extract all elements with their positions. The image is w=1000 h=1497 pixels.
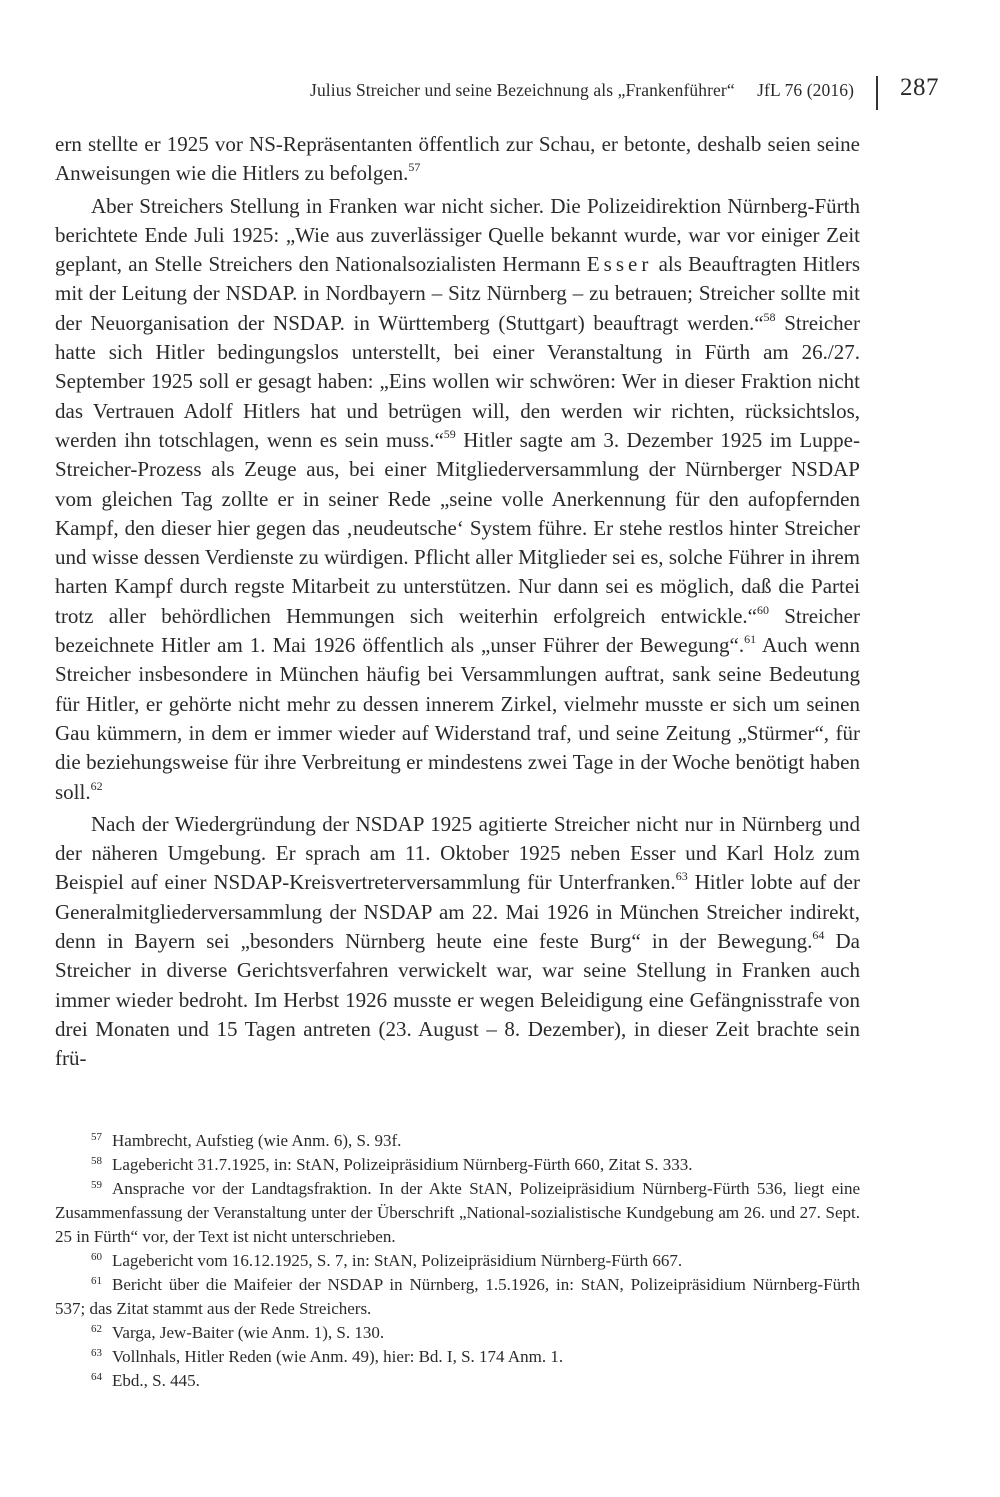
footnote-text: Lagebericht vom 16.12.1925, S. 7, in: StAN, Polizeipräsidium Nürnberg-Fürth 667. [112, 1251, 683, 1270]
footnote [55, 1177, 860, 1249]
footnote-text: Vollnhals, Hitler Reden (wie Anm. 49), hier: Bd. I, S. 174 Anm. 1. [112, 1347, 564, 1366]
paragraph-2-text-f: Auch wenn Streicher insbesondere in München häufig bei Versammlungen auftrat, sank seine Bedeutung für Hitler, er gehörte nicht mehr zu dessen innerem Zirkel, vielmehr musste er sich um seinen Gau kümmern, in dem er immer wieder auf Widerstand traf, und seine Zeitung „Stürmer“, für die beziehungsweise für ihre Verbreitung er mindestens zwei Tage in der Woche benötigt haben soll. [55, 633, 860, 804]
footnote [55, 1369, 860, 1393]
footnote-ref-62[interactable]: 62 [90, 778, 103, 793]
paragraph-2-text-a: Aber Streichers Stellung in Franken war nicht sicher. Die Polizeidirektion Nürnberg-Fürth berichtete Ende Juli 1925: „Wie aus zuverlässiger Quelle bekannt wurde, war vor einiger Zeit geplant, an Stelle Streichers den Nationalsozialisten Hermann [55, 193, 860, 277]
paragraph-2-text-b: als Beauftragten Hitlers mit der Leitung der NSDAP. in Nordbayern – Sitz Nürnberg – zu betrauen; Streicher sollte mit der Neuorganisation der NSDAP. in Württemberg (Stuttgart) beauftragt werden.“ [55, 252, 860, 335]
paragraph-2-text-c: Streicher hatte sich Hitler bedingungslos unterstellt, bei einer Veranstaltung in Fürth am 26./27. September 1925 soll er gesagt haben: „Eins wollen wir schwören: Wer in dieser Fraktion nicht das Vertrauen Adolf Hitlers hat und betrügen will, den werden wir richten, rücksichtslos, werden ihn totschlagen, wenn es sein muss.“ [55, 310, 860, 452]
footnote-number: 62 [91, 1323, 102, 1335]
paragraph-3 [55, 810, 860, 1074]
footnote-ref-60[interactable]: 60 [756, 602, 769, 617]
running-title-text: Julius Streicher und seine Bezeichnung als „Frankenführer“ [310, 80, 735, 100]
footnote-text: Hambrecht, Aufstieg (wie Anm. 6), S. 93f. [112, 1131, 402, 1150]
paragraph-3-text-b: Hitler lobte auf der Generalmitgliederversammlung der NSDAP am 22. Mai 1926 in München Streicher indirekt, denn in Bayern sei „besonders Nürnberg heute eine feste Burg“ in der Bewegung. [55, 870, 860, 954]
footnote-number: 61 [91, 1275, 102, 1287]
paragraph-3-text-a: Nach der Wiedergründung der NSDAP 1925 agitierte Streicher nicht nur in Nürnberg und der näheren Umgebung. Er sprach am 11. Oktober 1925 neben Esser und Karl Holz zum Beispiel auf einer NSDAP-Kreisvertreterversammlung für Unterfranken. [55, 811, 860, 895]
footnote-text: Ansprache vor der Landtagsfraktion. In der Akte StAN, Polizeipräsidium Nürnberg-Fürth 536, liegt eine Zusammenfassung der Veranstaltung unter der Überschrift „National-sozialistische Kundgebung am 26. und 27. Sept. 25 in Fürth“ vor, der Text ist nicht unterschrieben. [55, 1179, 860, 1246]
paragraph-1 [55, 130, 860, 189]
running-header [0, 74, 1000, 114]
footnote [55, 1129, 860, 1153]
footnote-ref-63[interactable]: 63 [675, 869, 688, 884]
page-number: 287 [900, 74, 939, 101]
footnote-text: Varga, Jew-Baiter (wie Anm. 1), S. 130. [112, 1323, 385, 1342]
header-divider [876, 76, 878, 110]
footnote [55, 1249, 860, 1273]
footnote-ref-64[interactable]: 64 [812, 928, 825, 943]
footnote-number: 63 [91, 1347, 102, 1359]
main-text [55, 130, 860, 1074]
paragraph-2 [55, 192, 860, 807]
paragraph-3-text-c: Da Streicher in diverse Gerichtsverfahren verwickelt war, war seine Stellung in Franken auch immer wieder bedroht. Im Herbst 1926 musste er wegen Beleidigung eine Gefängnisstrafe von drei Monaten und 15 Tagen antreten (23. August – 8. Dezember), in dieser Zeit brachte sein frü- [55, 929, 860, 1071]
footnote-text: Bericht über die Maifeier der NSDAP in Nürnberg, 1.5.1926, in: StAN, Polizeipräsidium Nürnberg-Fürth 537; das Zitat stammt aus der Rede Streichers. [55, 1275, 860, 1318]
footnote-ref-61[interactable]: 61 [744, 632, 757, 647]
footnote [55, 1153, 860, 1177]
footnote-ref-57[interactable]: 57 [408, 160, 421, 175]
paragraph-2-text-d: Hitler sagte am 3. Dezember 1925 im Luppe-Streicher-Prozess als Zeuge aus, bei einer Mitgliederversammlung der Nürnberger NSDAP vom gleichen Tag zollte er in seiner Rede „seine volle Anerkennung für den aufopfernden Kampf, den dieser hier gegen das ‚neudeutsche‘ System führe. Er stehe restlos hinter Streicher und wisse dessen Verdienste zu würdigen. Pflicht aller Mitglieder sei es, solche Führer in ihrem harten Kampf durch regste Mitarbeit zu unterstützen. Nur dann sei es möglich, daß die Partei trotz aller behördlichen Hemmungen sich weiterhin erfolgreich entwickle.“ [55, 427, 860, 628]
footnote-text: Lagebericht 31.7.1925, in: StAN, Polizeipräsidium Nürnberg-Fürth 660, Zitat S. 333. [112, 1155, 693, 1174]
footnote-number: 57 [91, 1131, 102, 1143]
footnote [55, 1321, 860, 1345]
paragraph-1-text: ern stellte er 1925 vor NS-Repräsentanten öffentlich zur Schau, er betonte, deshalb seien seine Anweisungen wie die Hitlers zu befolgen. [55, 132, 860, 186]
footnote-number: 60 [91, 1251, 102, 1263]
journal-citation: JfL 76 (2016) [757, 80, 854, 100]
footnote-text: Ebd., S. 445. [112, 1371, 200, 1390]
spaced-name-esser: Esser [586, 252, 653, 277]
running-title [310, 80, 854, 101]
footnote-ref-59[interactable]: 59 [443, 426, 456, 441]
footnote [55, 1273, 860, 1321]
footnotes [55, 1129, 860, 1393]
footnote-number: 59 [91, 1179, 102, 1191]
paragraph-2-text-e: Streicher bezeichnete Hitler am 1. Mai 1926 öffentlich als „unser Führer der Bewegung“. [55, 603, 860, 658]
footnote-number: 58 [91, 1155, 102, 1167]
footnote-ref-58[interactable]: 58 [763, 309, 776, 324]
footnote-number: 64 [91, 1371, 102, 1383]
footnote [55, 1345, 860, 1369]
